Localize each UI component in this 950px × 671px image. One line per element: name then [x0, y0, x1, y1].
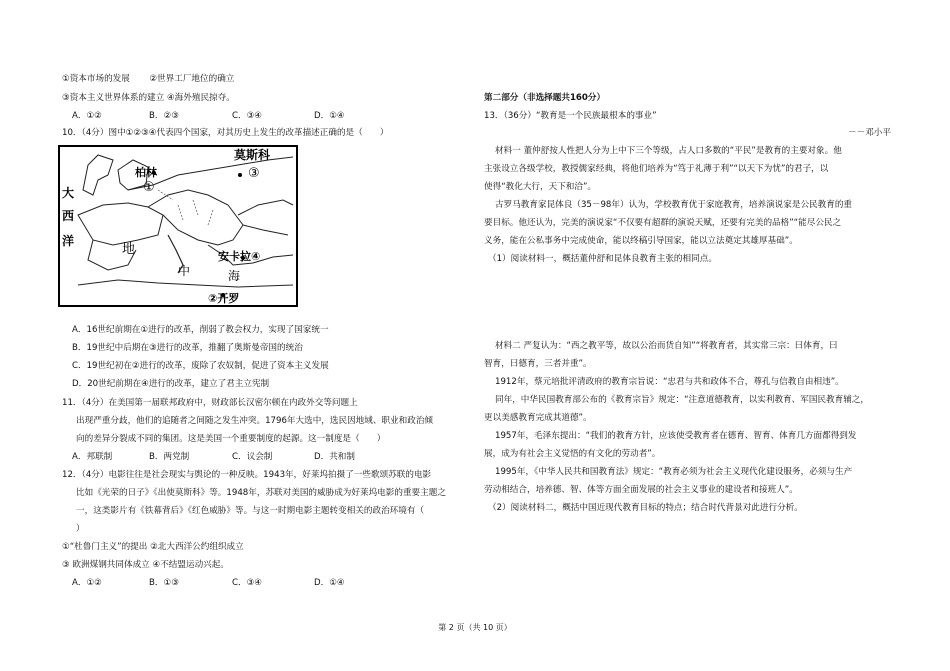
- map-label-hai: 海: [228, 269, 241, 283]
- map-label-ankara: 安卡拉④: [218, 250, 261, 263]
- material-2-line-9: 劳动相结合，培养德、智、体等方面全面发展的社会主义事业的建设者和接班人”。: [484, 485, 798, 495]
- map-label-moscow: 莫斯科: [234, 148, 271, 162]
- q12-line-1: 12．（4分）电影往往是社会现实与舆论的一种反映。1943年，好莱坞拍摄了一些歌颂苏联的电影: [62, 470, 432, 480]
- map-label-da: 大: [62, 186, 75, 200]
- option-c: C．③④: [232, 111, 263, 121]
- map-label-cairo: ②开罗: [208, 292, 240, 305]
- q12-premise-1: ①“杜鲁门主义”的提出 ②北大西洋公约组织成立: [62, 542, 244, 552]
- part-title: 第二部分（非选择题共160分）: [484, 93, 606, 103]
- q11-option-c: C．议会制: [232, 452, 273, 462]
- material-2-line-7: 展，成为有社会主义觉悟的有文化的劳动者”。: [484, 449, 661, 459]
- q13-attribution: －－邓小平: [848, 128, 891, 138]
- map-label-yang: 洋: [62, 234, 75, 248]
- q13-title: 13．（36分）“教育是一个民族最根本的事业”: [484, 111, 657, 121]
- premise-1: ①资本市场的发展: [62, 74, 130, 84]
- q10-option-a: A．16世纪前期在①进行的改革，削弱了教会权力，实现了国家统一: [72, 325, 329, 335]
- material-2-line-1: 材料二 严复认为：“西之教平等，故以公治而货自知”“将教育者，其实常三宗：曰体育，曰: [495, 341, 838, 351]
- premise-line-1: [62, 74, 234, 85]
- sub-question-1: （1）阅读材料一，概括董仲舒和昆体良教育主张的相同点。: [488, 254, 717, 264]
- material-1-line-2: 主张设立各级学校，教授儒家经典，将他们培养为“笃于礼薄于利”“以天下为忧”的君子，以: [484, 164, 829, 174]
- map-label-berlin: 柏林: [135, 166, 157, 179]
- material-1-line-1: 材料一 董仲舒按人性把人分为上中下三个等级，占人口多数的“平民”是教育的主要对象。他: [495, 146, 842, 156]
- q12-option-d: D．①④: [314, 578, 345, 588]
- map-label-xi: 西: [62, 209, 75, 223]
- sub-question-2: （2）阅读材料二，概括中国近现代教育目标的特点；结合时代背景对此进行分析。: [488, 503, 803, 513]
- material-2-line-6: 1957年，毛泽东提出：“我们的教育方针，应该使受教育者在德育、智育、体育几方面都得到发: [495, 431, 857, 441]
- option-a: A．①②: [72, 111, 102, 121]
- map-label-zhong: 中: [178, 264, 191, 278]
- material-2-line-4: 同年，中华民国教育部公布的《教育宗旨》规定：“注意道德教育，以实利教育、军国民教育辅之，: [495, 395, 869, 405]
- q11-option-b: B．两党制: [149, 452, 190, 462]
- q10-option-c: C．19世纪初在②进行的改革，废除了农奴制，促进了资本主义发展: [72, 361, 329, 371]
- q12-line-4: ）: [76, 524, 85, 534]
- premise-line-2: ③资本主义世界体系的建立 ④海外殖民掠夺。: [62, 93, 235, 103]
- q12-option-b: B．①③: [149, 578, 179, 588]
- q11-line-2: 出现严重分歧，他们的追随者之间随之发生冲突。1796年大选中，选民因地域、职业和政治倾: [76, 416, 434, 426]
- q10-option-d: D．20世纪前期在④进行的改革，建立了君主立宪制: [72, 379, 270, 389]
- material-1-line-5: 要目标。他还认为，完美的演说家“不仅要有超群的演说天赋，还要有完美的品格”“能尽公民之: [484, 218, 842, 228]
- map-marker-1: ①: [143, 180, 155, 195]
- option-d: D．①④: [314, 111, 345, 121]
- q10-option-b: B．19世纪中后期在③进行的改革，推翻了奥斯曼帝国的统治: [72, 343, 303, 353]
- q12-line-3: 一，这类影片有《铁幕背后》《红色威胁》等。与这一时期电影主题转变相关的政治环境有（: [76, 506, 425, 516]
- material-1-line-4: 古罗马教育家昆体良（35－98年）认为，学校教育优于家庭教育，培养演说家是公民教育的重: [495, 200, 853, 210]
- q12-option-c: C．③④: [232, 578, 263, 588]
- material-2-line-8: 1995年，《中华人民共和国教育法》规定：“教育必须为社会主义现代化建设服务，必须与生产: [495, 467, 853, 477]
- material-2-line-5: 更以美感教育完成其道德”。: [484, 413, 592, 423]
- europe-map: [58, 145, 298, 307]
- q12-option-a: A．①②: [72, 578, 102, 588]
- material-1-line-6: 义务，能在公私事务中完成使命，能以终稿引导国家，能以立法奠定其雄厚基础”。: [484, 236, 798, 246]
- question-10-stem: 10．（4分）图中①②③④代表四个国家，对其历史上发生的改革描述正确的是（ ）: [62, 128, 389, 138]
- q11-line-1: 11．（4分）在美国第一届联邦政府中，财政部长汉密尔顿在内政外交等问题上: [62, 398, 358, 408]
- q12-line-2: 比如《光荣的日子》《出使莫斯科》等。1948年，苏联对美国的威胁成为好莱坞电影的重要主题之: [76, 488, 446, 498]
- material-2-line-2: 智育，曰德育，三者并重”。: [484, 359, 592, 369]
- material-2-line-3: 1912年，蔡元培批评清政府的教育宗旨说：“忠君与共和政体不合，尊孔与信教自由相违”。: [495, 377, 844, 387]
- q11-option-a: A．邦联制: [72, 452, 113, 462]
- material-1-line-3: 使得“教化大行，天下和洽”。: [484, 182, 597, 192]
- map-marker-3: ③: [248, 166, 260, 181]
- q12-premise-2: ③ 欧洲煤钢共同体成立 ④不结盟运动兴起。: [62, 560, 229, 570]
- premise-2: ②世界工厂地位的确立: [149, 74, 235, 84]
- option-b: B．②③: [149, 111, 179, 121]
- q11-line-3: 向的差异分裂成不同的集团。这是美国一个重要制度的起源。这一制度是（ ）: [76, 434, 386, 444]
- q11-option-d: D．共和制: [314, 452, 355, 462]
- page-footer: 第 2 页（共 10 页）: [438, 623, 512, 632]
- map-label-di: 地: [122, 242, 136, 257]
